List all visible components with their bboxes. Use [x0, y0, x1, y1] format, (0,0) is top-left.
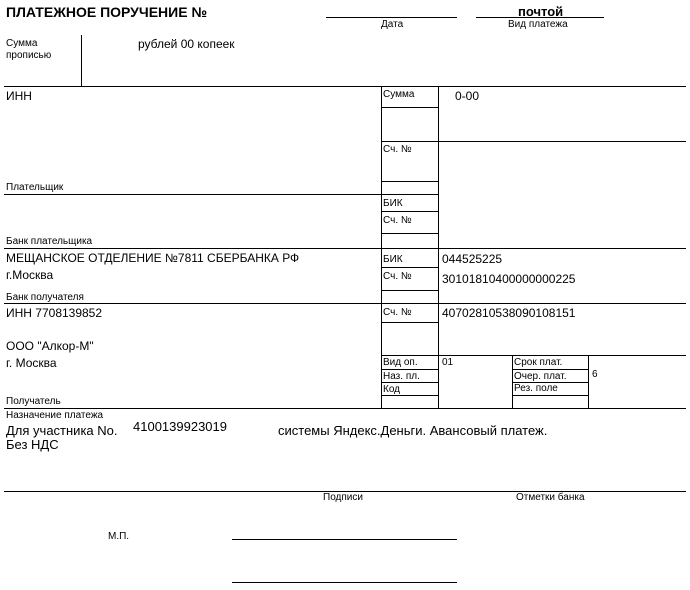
- right-sum-bottom-line: [438, 141, 686, 142]
- payment-type-underline: [476, 17, 604, 18]
- recipient-bank-account-label: Сч. №: [383, 271, 412, 282]
- col-line-12: [381, 395, 438, 396]
- payer-label: Плательщик: [6, 182, 64, 193]
- recipient-bank-label: Банк получателя: [6, 292, 84, 303]
- col-line-9: [381, 355, 438, 356]
- col-line-8: [381, 322, 438, 323]
- stamp-label: М.П.: [108, 531, 130, 542]
- priority-label: Очер. плат.: [514, 371, 567, 382]
- priority-value: 6: [592, 369, 598, 380]
- purpose-line1-suffix: системы Яндекс.Деньги. Авансовый платеж.: [278, 423, 548, 438]
- purpose-label: Назначение платежа: [6, 410, 104, 421]
- sum-label: Сумма: [383, 89, 415, 100]
- recipient-bottom-line: [4, 408, 686, 409]
- recipient-account-label: Сч. №: [383, 307, 412, 318]
- recipient-bank-city: г.Москва: [6, 268, 54, 282]
- payer-bank-account-label: Сч. №: [383, 215, 412, 226]
- op-type-value: 01: [442, 357, 454, 368]
- date-label: Дата: [381, 19, 404, 30]
- recipient-inn: ИНН 7708139852: [6, 306, 103, 320]
- col-right-divider: [438, 86, 439, 408]
- payment-type-value: почтой: [518, 4, 564, 19]
- col-line-3: [381, 181, 438, 182]
- sum-value: 0-00: [455, 89, 480, 103]
- code-label: Код: [383, 384, 401, 395]
- col-line-11: [381, 382, 438, 383]
- col-line-5: [381, 233, 438, 234]
- signature-line-1: [232, 539, 457, 540]
- payer-account-label: Сч. №: [383, 144, 412, 155]
- recipient-bank-name: МЕЩАНСКОЕ ОТДЕЛЕНИЕ №7811 СБЕРБАНКА РФ: [6, 251, 300, 265]
- right-op-top-line: [438, 355, 686, 356]
- col-line-1: [381, 107, 438, 108]
- payer-bank-bottom-line: [4, 248, 686, 249]
- col-line-4: [381, 211, 438, 212]
- op-type-label: Вид оп.: [383, 357, 418, 368]
- col-line-2: [381, 141, 438, 142]
- purpose-line2: Без НДС: [6, 437, 59, 452]
- right-block-divider-2: [588, 355, 589, 408]
- term-label: Срок плат.: [514, 357, 563, 368]
- recipient-city: г. Москва: [6, 356, 57, 370]
- recipient-bank-bik-value: 044525225: [442, 252, 503, 266]
- payer-bottom-line: [4, 194, 438, 195]
- recipient-bank-bottom-line: [4, 303, 686, 304]
- col-left-divider: [381, 86, 382, 408]
- signatures-label: Подписи: [323, 492, 363, 503]
- reserve-label: Рез. поле: [514, 383, 558, 394]
- amount-words-value: рублей 00 копеек: [138, 37, 235, 51]
- purpose-line1-prefix: Для участника No.: [6, 423, 118, 438]
- reserve-line: [512, 395, 588, 396]
- purpose-code-label: Наз. пл.: [383, 371, 420, 382]
- recipient-bank-bik-label: БИК: [383, 254, 403, 265]
- payer-bank-label: Банк плательщика: [6, 236, 93, 247]
- payment-type-label: Вид платежа: [508, 19, 568, 30]
- amount-words-label-line1: Сумма: [6, 38, 38, 49]
- recipient-account-value: 40702810538090108151: [442, 306, 576, 320]
- recipient-bank-account-value: 30101810400000000225: [442, 272, 576, 286]
- date-underline: [326, 17, 457, 18]
- term-line: [512, 369, 588, 370]
- col-line-7: [381, 290, 438, 291]
- bank-marks-label: Отметки банка: [516, 492, 585, 503]
- signature-line-2: [232, 582, 457, 583]
- payer-bank-bik-label: БИК: [383, 198, 403, 209]
- col-line-6: [381, 267, 438, 268]
- recipient-label: Получатель: [6, 396, 61, 407]
- grid-top-line: [4, 86, 686, 87]
- participant-number: 4100139923019: [133, 419, 227, 434]
- amount-words-divider: [81, 35, 82, 86]
- amount-words-label-line2: прописью: [6, 50, 52, 61]
- recipient-name: ООО "Алкор-М": [6, 339, 94, 353]
- document-title: ПЛАТЕЖНОЕ ПОРУЧЕНИЕ №: [6, 4, 208, 20]
- col-line-10: [381, 369, 438, 370]
- payer-inn-label: ИНН: [6, 89, 32, 103]
- right-block-divider-1: [512, 355, 513, 408]
